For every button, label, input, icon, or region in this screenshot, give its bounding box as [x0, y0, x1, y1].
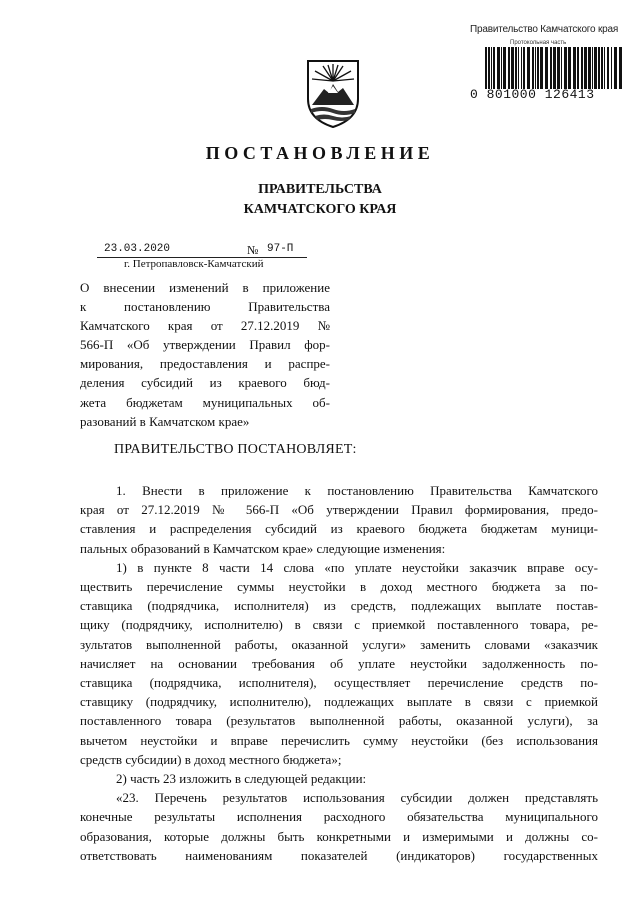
barcode-bar [577, 47, 579, 89]
barcode-bar [545, 47, 548, 89]
subject-line: деления субсидий из краевого бюд- [80, 375, 330, 391]
barcode-bar [501, 47, 502, 89]
document-body [80, 481, 598, 865]
subject-line: мирования, предоставления и распре- [80, 356, 330, 372]
body-line: начисляет на основании требования об уплате неустойки задолженность по- [80, 655, 598, 671]
barcode-bar [564, 47, 567, 89]
barcode-bar [594, 47, 597, 89]
barcode-bar [588, 47, 591, 89]
barcode-bar [607, 47, 609, 89]
barcode-number: 0 801000 126413 [470, 87, 595, 102]
decree-line: ПРАВИТЕЛЬСТВО ПОСТАНОВЛЯЕТ: [114, 442, 357, 457]
subject-line: О внесении изменений в приложение [80, 280, 330, 295]
body-line: поставленного товара (результатов выполненной работы, оказанной услуги), за [80, 713, 598, 729]
barcode-bar [503, 47, 506, 89]
body-line: края от 27.12.2019 № 566-П «Об утверждении Правил формирования, предо- [80, 502, 598, 518]
barcode-bar [485, 47, 487, 89]
subject-line: Камчатского края от 27.12.2019 № [80, 318, 330, 334]
barcode-bar [614, 47, 617, 89]
coat-of-arms-icon [302, 55, 364, 130]
body-line: вычетом неустойки и вправе перечислить сумму неустойки (без использования [80, 732, 598, 748]
barcode-bar [537, 47, 539, 89]
body-line: щику (подрядчику, исполнителю) в связи с приемкой поставленного товара, ре- [80, 617, 598, 633]
number-sign: № [247, 243, 259, 257]
barcode-bar [521, 47, 522, 89]
barcode-bar [511, 47, 514, 89]
barcode-bar [523, 47, 525, 89]
barcode-bar [611, 47, 612, 89]
body-line: образования, которые должны быть конкретными и измеримыми и должны со- [80, 828, 598, 844]
body-line: ставщика (подрядчика, исполнителя), осуществляет перечисление средств по- [80, 675, 598, 691]
barcode-bar [604, 47, 605, 89]
barcode-bar [540, 47, 543, 89]
subject-line: разований в Камчатском крае» [80, 413, 250, 429]
barcode-bar [601, 47, 603, 89]
body-line: ставщика (подрядчика, исполнителя) из средств, подлежащих выплате постав- [80, 598, 598, 614]
body-line: пальных образований в Камчатском крае» следующие изменения: [80, 540, 446, 556]
barcode-bar [488, 47, 490, 89]
document-date: 23.03.2020 [104, 243, 171, 255]
body-line: ставщику (подрядчику, исполнителю), подлежащих выплате в связи с приемкой [80, 694, 598, 710]
subject-line: жета бюджетам муниципальных об- [80, 394, 330, 410]
body-line: средств субсидии) в доход местного бюджета»; [80, 751, 342, 767]
body-line: ществить перечисление суммы неустойки в доход местного бюджета за по- [80, 579, 598, 595]
barcode-bar [497, 47, 500, 89]
body-line: конечные результаты исполнения расходного обязательства муниципального [80, 809, 598, 825]
barcode [484, 47, 625, 89]
barcode-bar [535, 47, 536, 89]
barcode-bar [550, 47, 552, 89]
document-subject [80, 278, 330, 431]
body-line: «23. Перечень результатов использования субсидии должен представлять [116, 790, 598, 806]
barcode-bar [508, 47, 510, 89]
barcode-bar [592, 47, 593, 89]
barcode-bar [515, 47, 517, 89]
stamp-subtitle: Протокольная часть [510, 40, 567, 46]
barcode-bar [557, 47, 560, 89]
issuer [0, 180, 640, 220]
barcode-bar [581, 47, 583, 89]
body-line: ответствовать наименованиям показателей (индикаторов) государственных [80, 847, 598, 863]
issuer-line-1: ПРАВИТЕЛЬСТВА [258, 182, 382, 197]
barcode-bar [598, 47, 600, 89]
barcode-bar [527, 47, 530, 89]
document-number: 97-П [267, 243, 294, 255]
stamp-title: Правительство Камчатского края [470, 24, 619, 35]
barcode-bar [493, 47, 495, 89]
barcode-bar [584, 47, 587, 89]
body-line: 1. Внести в приложение к постановлению Правительства Камчатского [116, 483, 598, 498]
barcode-bar [561, 47, 562, 89]
barcode-bar [532, 47, 534, 89]
body-line: 2) часть 23 изложить в следующей редакции: [116, 771, 367, 787]
subject-line: 566-П «Об утверждении Правил фор- [80, 337, 330, 353]
barcode-bar [491, 47, 492, 89]
barcode-bar [518, 47, 519, 89]
barcode-bar [573, 47, 576, 89]
issuer-line-2: КАМЧАТСКОГО КРАЯ [243, 202, 397, 217]
city: г. Петропавловск-Камчатский [124, 258, 264, 270]
subject-line: к постановлению Правительства [80, 299, 330, 315]
body-line: 1) в пункте 8 части 14 слова «по уплате неустойки заказчик вправе осу- [116, 559, 598, 575]
date-number-line [97, 241, 307, 258]
body-line: ставления и распределения субсидий из краевого бюджета бюджетам муници- [80, 521, 598, 537]
body-line: зультатов выполненной работы, оказанной услуги» заменить словами «заказчик [80, 636, 598, 652]
barcode-bar [553, 47, 556, 89]
document-type: ПОСТАНОВЛЕНИЕ [205, 143, 435, 163]
barcode-bar [568, 47, 571, 89]
barcode-bar [619, 47, 622, 89]
